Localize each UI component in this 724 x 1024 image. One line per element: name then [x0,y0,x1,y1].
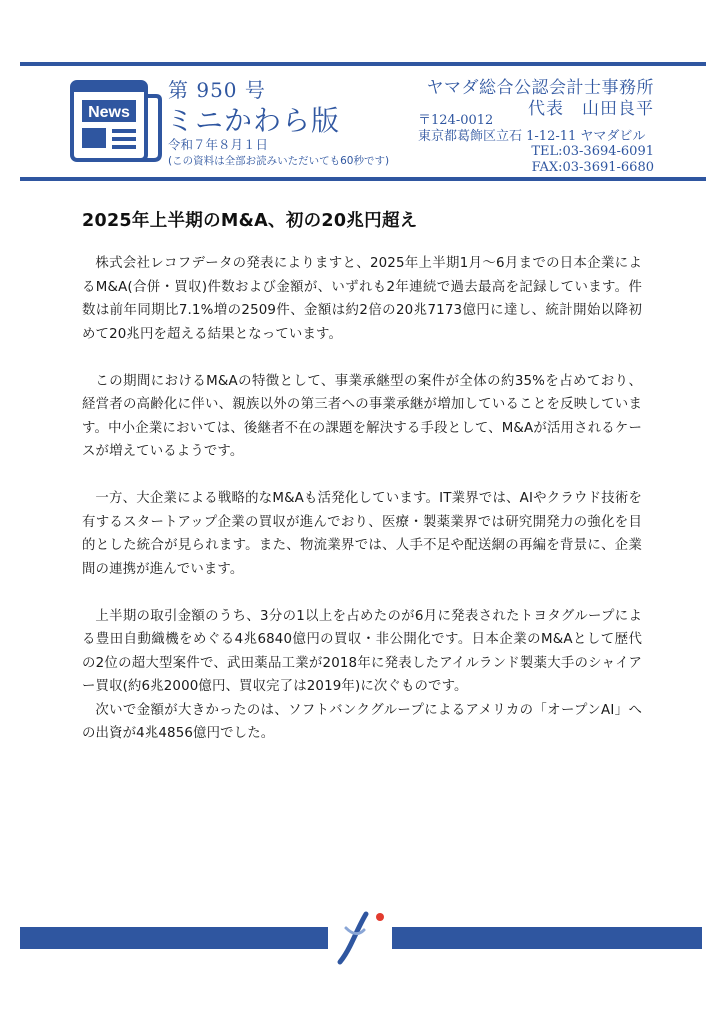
paragraph: この期間におけるM&Aの特徴として、事業承継型の案件が全体の約35%を占めており、経営者の高齢化に伴い、親族以外の第三者への事業承継が増加していることを反映しています。中小企業においては、後継者不在の課題を解決する手段として、M&Aが活用されるケースが増えているようです。 [82,373,642,459]
paragraph: 上半期の取引金額のうち、3分の1以上を占めたのが6月に発表されたトヨタグループによる豊田自動織機をめぐる4兆6840億円の買収・非公開化です。日本企業のM&Aとして歴代の2位の超大型案件で、武田薬品工業が2018年に発表したアイルランド製薬大手のシャイアー買収(約6兆2000億円、買収完了は2019年)に次ぐものです。 [82,608,642,694]
footer-bar-left [20,927,328,949]
paragraph: 一方、大企業による戦略的なM&Aも活発化しています。IT業界では、AIやクラウド技術を有するスタートアップ企業の買収が進んでおり、医療・製薬業界では研究開発力の強化を目的とした統合が見られます。また、物流業界では、人手不足や配送網の再編を背景に、企業間の連携が進んでいます。 [82,491,642,577]
fax: FAX:03-3691-6680 [531,159,654,175]
contact-block [418,113,654,175]
article-body [82,252,642,746]
header-top-rule [20,62,706,66]
news-icon-label: News [88,104,130,121]
newsletter-title: ミニかわら版 [166,104,341,137]
firm-name: ヤマダ総合公認会計士事務所 [426,78,654,98]
issue-date: 令和７年８月１日 [168,137,269,152]
tel: TEL:03-3694-6091 [531,144,654,159]
header-bottom-rule [20,177,706,181]
issue-number: 第 950 号 [168,78,266,102]
paragraph: 株式会社レコフデータの発表によりますと、2025年上半期1月～6月までの日本企業によるM&A(合併・買収)件数および金額が、いずれも2年連続で過去最高を記録しています。件数は前年同期比7.1%増の2509件、金額は約2倍の20兆7173億円に達し、統計開始以降初めて20兆円を超える結果となっています。 [82,256,642,342]
paragraph: 次いで金額が大きかったのは、ソフトバンクグループによるアメリカの「オープンAI」への出資が4兆4856億円でした。 [82,702,642,741]
article-title: 2025年上半期のM&A、初の20兆円超え [82,211,418,231]
postal-code: 〒124-0012 [418,113,494,128]
address: 東京都葛飾区立石 1-12-11 ヤマダビル [418,128,646,144]
footer-bar-right [392,927,702,949]
representative: 代表 山田良平 [528,99,654,119]
reading-time-note: (この資料は全部お読みいただいても60秒です) [168,155,390,167]
firm-logo-icon [336,910,388,966]
newspaper-icon [70,80,162,164]
